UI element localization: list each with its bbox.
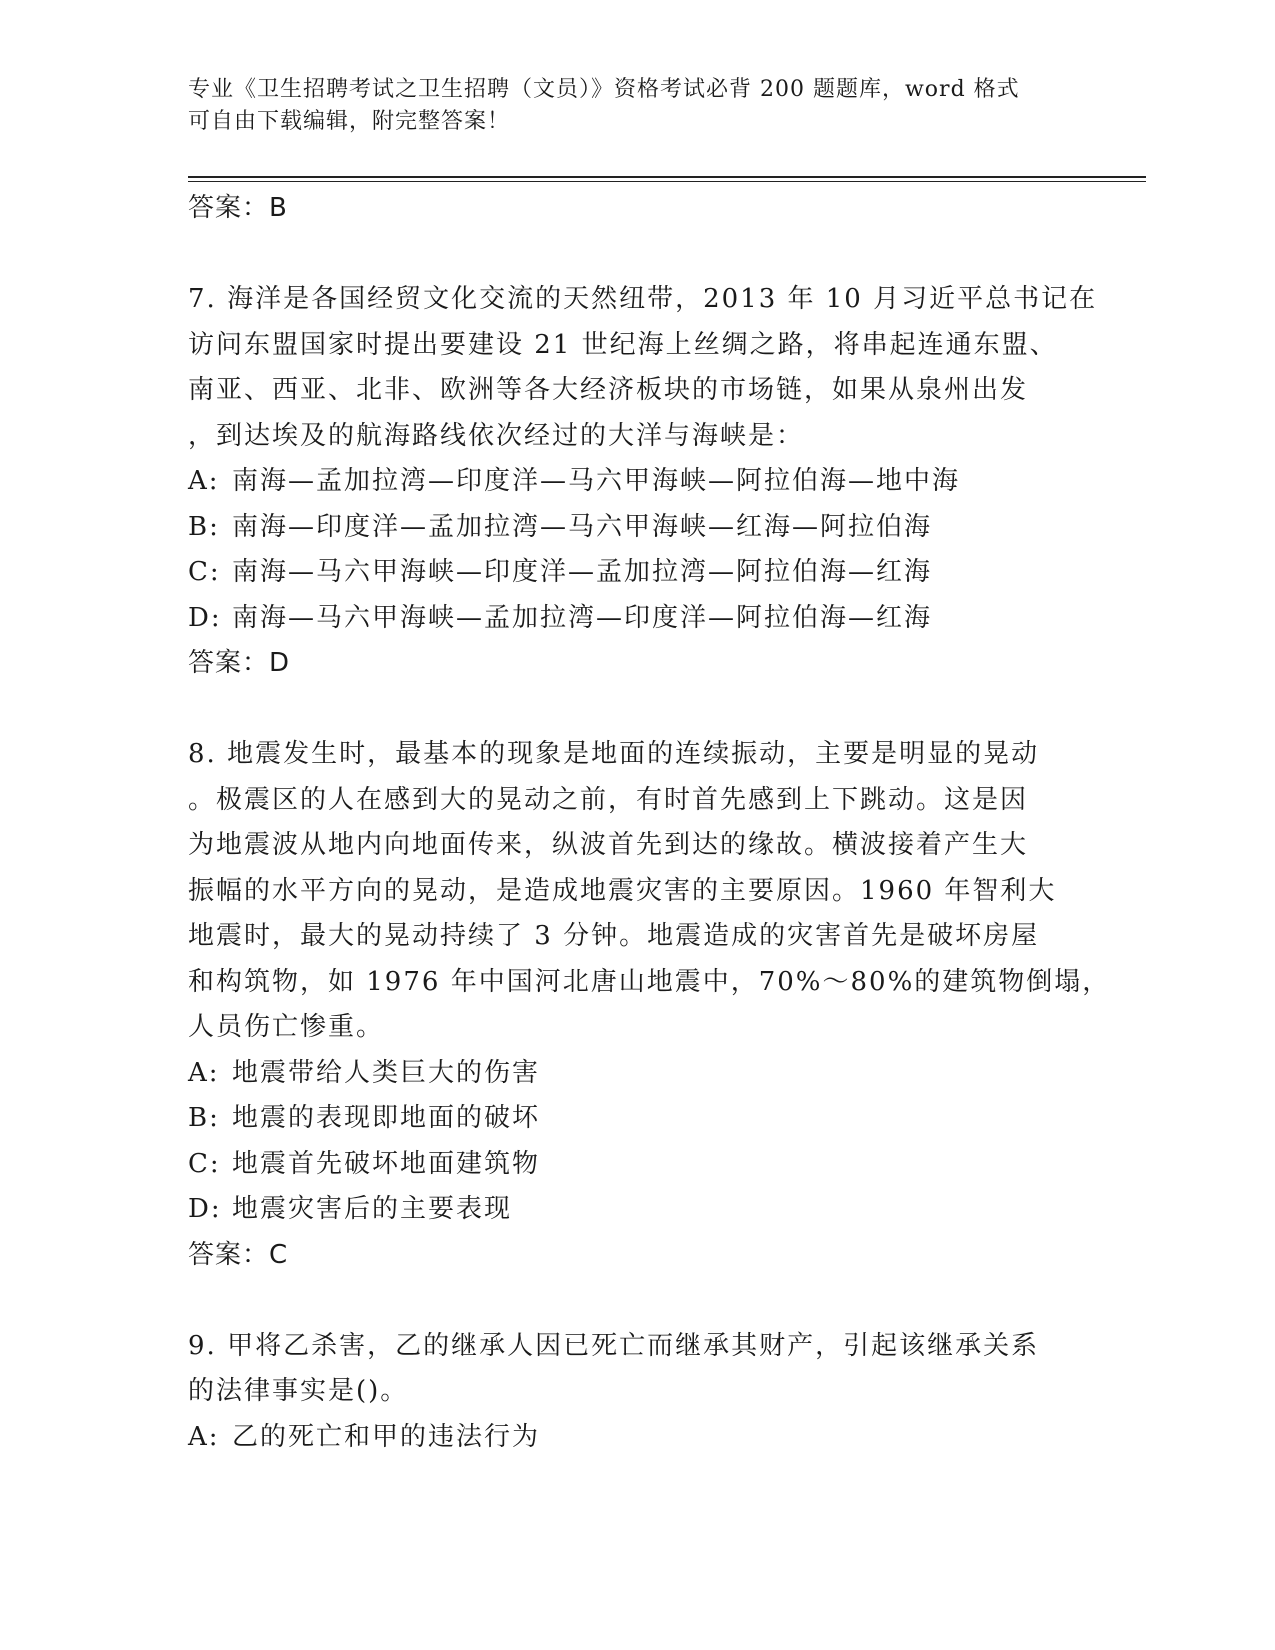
question-text-line: 访问东盟国家时提出要建设 21 世纪海上丝绸之路，将串起连通东盟、 [188, 329, 1058, 360]
option-c [188, 1142, 1088, 1188]
option-a [188, 459, 1088, 505]
option-text: 地震的表现即地面的破坏 [232, 1103, 541, 1133]
question-8 [188, 732, 1111, 1278]
option-label: C: [188, 1148, 221, 1179]
option-b [188, 505, 1088, 551]
option-label: A: [188, 1057, 220, 1088]
option-text: 南海—马六甲海峡—孟加拉湾—印度洋—阿拉伯海—红海 [232, 602, 933, 633]
question-text-line: 人员伤亡惨重。 [188, 1012, 385, 1042]
option-label: A: [188, 466, 220, 496]
option-d [188, 596, 1088, 642]
question-text-line: 为地震波从地内向地面传来，纵波首先到达的缘故。横波接着产生大 [188, 830, 1029, 860]
page-header [188, 74, 1068, 138]
option-label: C: [188, 557, 221, 587]
previous-answer: 答案：B [188, 193, 288, 223]
question-text-line: 南亚、西亚、北非、欧洲等各大经济板块的市场链，如果从泉州出发 [188, 375, 1029, 405]
option-text: 地震首先破坏地面建筑物 [232, 1148, 541, 1179]
option-a [188, 1051, 1088, 1097]
spacer [188, 687, 1088, 733]
header-line-2: 可自由下载编辑，附完整答案！ [188, 109, 511, 134]
option-label: B: [188, 1103, 220, 1133]
option-d [188, 1187, 1088, 1233]
question-text-line: 振幅的水平方向的晃动，是造成地震灾害的主要原因。1960 年智利大 [188, 875, 1057, 906]
option-a [188, 1415, 1088, 1461]
question-text-line: 和构筑物，如 1976 年中国河北唐山地震中，70%～80%的建筑物倒塌， [188, 966, 1111, 997]
header-line-1: 专业《卫生招聘考试之卫生招聘（文员）》资格考试必背 200 题题库，word 格式 [188, 77, 1020, 102]
option-text: 乙的死亡和甲的违法行为 [232, 1421, 541, 1452]
option-text: 南海—印度洋—孟加拉湾—马六甲海峡—红海—阿拉伯海 [232, 511, 933, 542]
question-text-line: ，到达埃及的航海路线依次经过的大洋与海峡是： [188, 420, 805, 451]
answer: 答案：D [188, 648, 291, 678]
option-label: D: [188, 1194, 222, 1224]
option-label: B: [188, 511, 220, 542]
answer: 答案：C [188, 1239, 289, 1270]
option-text: 南海—马六甲海峡—印度洋—孟加拉湾—阿拉伯海—红海 [232, 557, 933, 587]
question-text-line: 。极震区的人在感到大的晃动之前，有时首先感到上下跳动。这是因 [188, 784, 1029, 815]
question-7 [188, 277, 1098, 687]
header-divider-thin [188, 181, 1146, 182]
option-text: 南海—孟加拉湾—印度洋—马六甲海峡—阿拉伯海—地中海 [232, 466, 961, 496]
question-text-line: 8. 地震发生时，最基本的现象是地面的连续振动，主要是明显的晃动 [188, 739, 1040, 769]
option-label: D: [188, 602, 222, 633]
option-label: A: [188, 1421, 220, 1452]
spacer [188, 232, 1088, 278]
document-body [188, 186, 1111, 1460]
question-text-line: 7. 海洋是各国经贸文化交流的天然纽带，2013 年 10 月习近平总书记在 [188, 284, 1098, 314]
option-c [188, 550, 1088, 596]
question-text-line: 地震时，最大的晃动持续了 3 分钟。地震造成的灾害首先是破坏房屋 [188, 921, 1040, 951]
option-text: 地震灾害后的主要表现 [232, 1194, 513, 1224]
option-b [188, 1096, 1088, 1142]
header-divider-thick [188, 176, 1146, 178]
question-9 [188, 1324, 1088, 1461]
spacer [188, 1278, 1088, 1324]
question-text-line: 9. 甲将乙杀害，乙的继承人因已死亡而继承其财产，引起该继承关系 [188, 1330, 1040, 1361]
option-text: 地震带给人类巨大的伤害 [232, 1057, 541, 1088]
question-text-line: 的法律事实是()。 [188, 1376, 409, 1406]
